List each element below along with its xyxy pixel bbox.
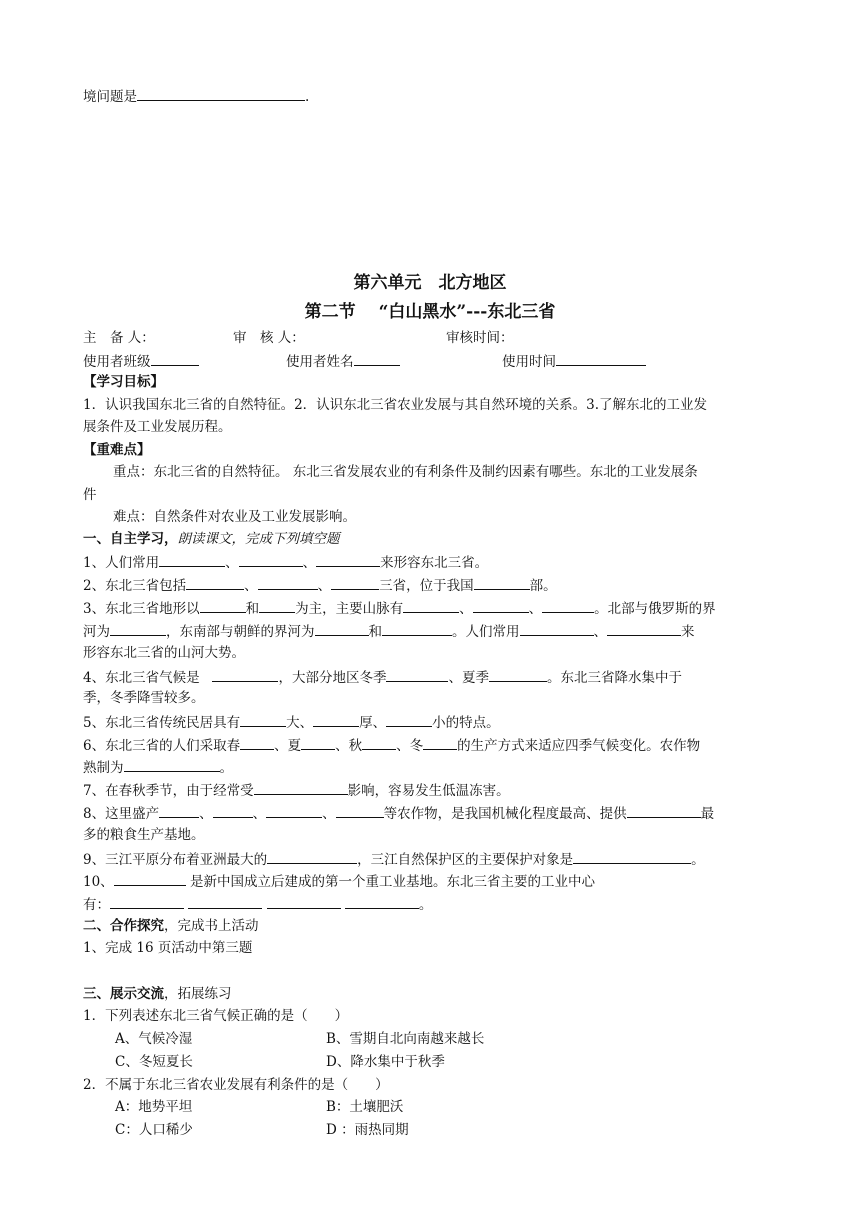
reviewer-label: 审 核 人： — [233, 330, 305, 346]
section-2-heading — [83, 917, 259, 935]
blank[interactable] — [607, 621, 681, 636]
mc2-stem: 2．不属于东北三省农业发展有利条件的是（ ） — [83, 1077, 389, 1093]
blank[interactable] — [331, 575, 379, 590]
mc1-option-d[interactable]: D、降水集中于秋季 — [326, 1054, 445, 1070]
key-heading: 【重难点】 — [83, 442, 151, 458]
meta-row-2 — [83, 351, 783, 371]
blank[interactable] — [266, 803, 322, 818]
blank[interactable] — [254, 780, 348, 795]
question-10a: 10、 是新中国成立后建成的第一个重工业基地。东北三省主要的工业中心 — [83, 871, 595, 891]
key-line-2: 件 — [83, 487, 97, 503]
blank[interactable] — [474, 575, 530, 590]
question-8a: 8、这里盛产 、 、 、 等农作物，是我国机械化程度最高、提供 最 — [83, 803, 714, 823]
user-name-label: 使用者姓名 — [286, 354, 354, 370]
question-7: 7、在春秋季节，由于经常受 影响，容易发生低温冻害。 — [83, 780, 510, 800]
blank[interactable] — [114, 871, 186, 886]
goals-line-1: 1．认识我国东北三省的自然特征。2．认识东北三省农业发展与其自然环境的关系。3.了解东北的工业发 — [83, 397, 708, 413]
blank[interactable] — [159, 552, 225, 567]
mc1-option-c[interactable]: C、冬短夏长 — [115, 1054, 193, 1070]
blank[interactable] — [520, 621, 594, 636]
blank[interactable] — [213, 803, 253, 818]
user-class-label: 使用者班级 — [83, 354, 151, 370]
blank[interactable] — [200, 598, 246, 613]
question-5: 5、东北三省传统民居具有 大、 厚、 小的特点。 — [83, 712, 500, 732]
blank[interactable] — [267, 849, 357, 864]
question-8b: 多的粮食生产基地。 — [83, 827, 205, 843]
meta-row-1 — [83, 329, 514, 347]
section-title: 第二节 “白山黑水”---东北三省 — [304, 302, 556, 322]
blank[interactable] — [124, 757, 220, 772]
unit-title: 第六单元 北方地区 — [353, 273, 507, 293]
user-class-blank[interactable] — [151, 351, 199, 366]
review-time-label: 审核时间： — [446, 330, 514, 346]
mc2-option-d[interactable]: D ：雨热同期 — [326, 1122, 409, 1138]
blank[interactable] — [240, 712, 286, 727]
question-1: 1、人们常用 、 、 来形容东北三省。 — [83, 552, 488, 572]
blank[interactable] — [110, 894, 184, 909]
blank[interactable] — [316, 552, 380, 567]
question-10b: 有： 。 — [83, 894, 432, 914]
blank[interactable] — [159, 803, 199, 818]
question-9: 9、三江平原分布着亚洲最大的 ，三江自然保护区的主要保护对象是 。 — [83, 849, 705, 869]
mc2-option-b[interactable]: B：土壤肥沃 — [326, 1099, 404, 1115]
question-6b: 熟制为 。 — [83, 757, 233, 777]
blank[interactable] — [386, 712, 432, 727]
blank[interactable] — [386, 667, 448, 682]
mc1-option-b[interactable]: B、雪期自北向南越来越长 — [326, 1031, 485, 1047]
blank[interactable] — [186, 575, 244, 590]
section-1-bold: 一、自主学习， — [83, 531, 178, 547]
question-3a: 3、东北三省地形以 和 为主，主要山脉有 、 、 。北部与俄罗斯的界 — [83, 598, 716, 618]
blank[interactable] — [382, 621, 452, 636]
key-line-1: 重点：东北三省的自然特征。 东北三省发展农业的有利条件及制约因素有哪些。东北的工业发展条 — [113, 464, 698, 480]
blank[interactable] — [542, 598, 594, 613]
top-line — [83, 86, 309, 106]
blank[interactable] — [573, 849, 691, 864]
mc1-stem: 1．下列表述东北三省气候正确的是（ ） — [83, 1008, 349, 1024]
question-6a: 6、东北三省的人们采取春 、夏 、秋 、冬 的生产方式来适应四季气候变化。农作物 — [83, 735, 700, 755]
blank[interactable] — [313, 712, 359, 727]
question-4a: 4、东北三省气候是 ，大部分地区冬季 、夏季 。东北三省降水集中于 — [83, 667, 682, 687]
goals-heading: 【学习目标】 — [83, 374, 164, 390]
section-3-bold: 三、展示交流 — [83, 986, 164, 1002]
blank[interactable] — [137, 86, 305, 101]
mc2-option-a[interactable]: A：地势平坦 — [115, 1099, 193, 1115]
blank[interactable] — [110, 621, 166, 636]
section-3-heading — [83, 985, 232, 1003]
question-3c: 形容东北三省的山河大势。 — [83, 645, 245, 661]
top-line-end: . — [305, 89, 310, 105]
blank[interactable] — [258, 575, 318, 590]
blank[interactable] — [315, 621, 369, 636]
use-time-label: 使用时间 — [502, 354, 556, 370]
user-name-blank[interactable] — [354, 351, 400, 366]
mc1-option-a[interactable]: A、气候冷湿 — [115, 1031, 193, 1047]
blank[interactable] — [239, 552, 303, 567]
blank[interactable] — [403, 598, 459, 613]
goals-line-2: 展条件及工业发展历程。 — [83, 419, 232, 435]
top-line-text: 境问题是 — [83, 89, 137, 105]
blank[interactable] — [345, 894, 419, 909]
blank[interactable] — [362, 735, 396, 750]
blank[interactable] — [336, 803, 384, 818]
section-2-rest: ，完成书上活动 — [164, 918, 259, 934]
blank[interactable] — [301, 735, 335, 750]
blank[interactable] — [267, 894, 341, 909]
blank[interactable] — [473, 598, 529, 613]
blank[interactable] — [489, 667, 547, 682]
question-2: 2、东北三省包括 、 、 三省，位于我国 部。 — [83, 575, 557, 595]
mc2-option-c[interactable]: C：人口稀少 — [115, 1122, 193, 1138]
use-time-blank[interactable] — [556, 351, 646, 366]
key-line-3: 难点：自然条件对农业及工业发展影响。 — [113, 509, 356, 525]
blank[interactable] — [259, 598, 295, 613]
section-3-rest: ，拓展练习 — [164, 986, 232, 1002]
section-1-italic: 朗读课文，完成下列填空题 — [177, 531, 340, 547]
blank[interactable] — [212, 667, 278, 682]
blank[interactable] — [423, 735, 457, 750]
blank[interactable] — [627, 803, 701, 818]
section-2-bold: 二、合作探究 — [83, 918, 164, 934]
section-1-heading — [83, 530, 340, 548]
section-2-item: 1、完成 16 页活动中第三题 — [83, 940, 253, 956]
question-4b: 季，冬季降雪较多。 — [83, 690, 205, 706]
blank[interactable] — [240, 735, 274, 750]
preparer-label: 主 备 人： — [83, 330, 155, 346]
question-3b: 河为 ，东南部与朝鲜的界河为 和 。人们常用 、 来 — [83, 621, 695, 641]
blank[interactable] — [188, 894, 262, 909]
